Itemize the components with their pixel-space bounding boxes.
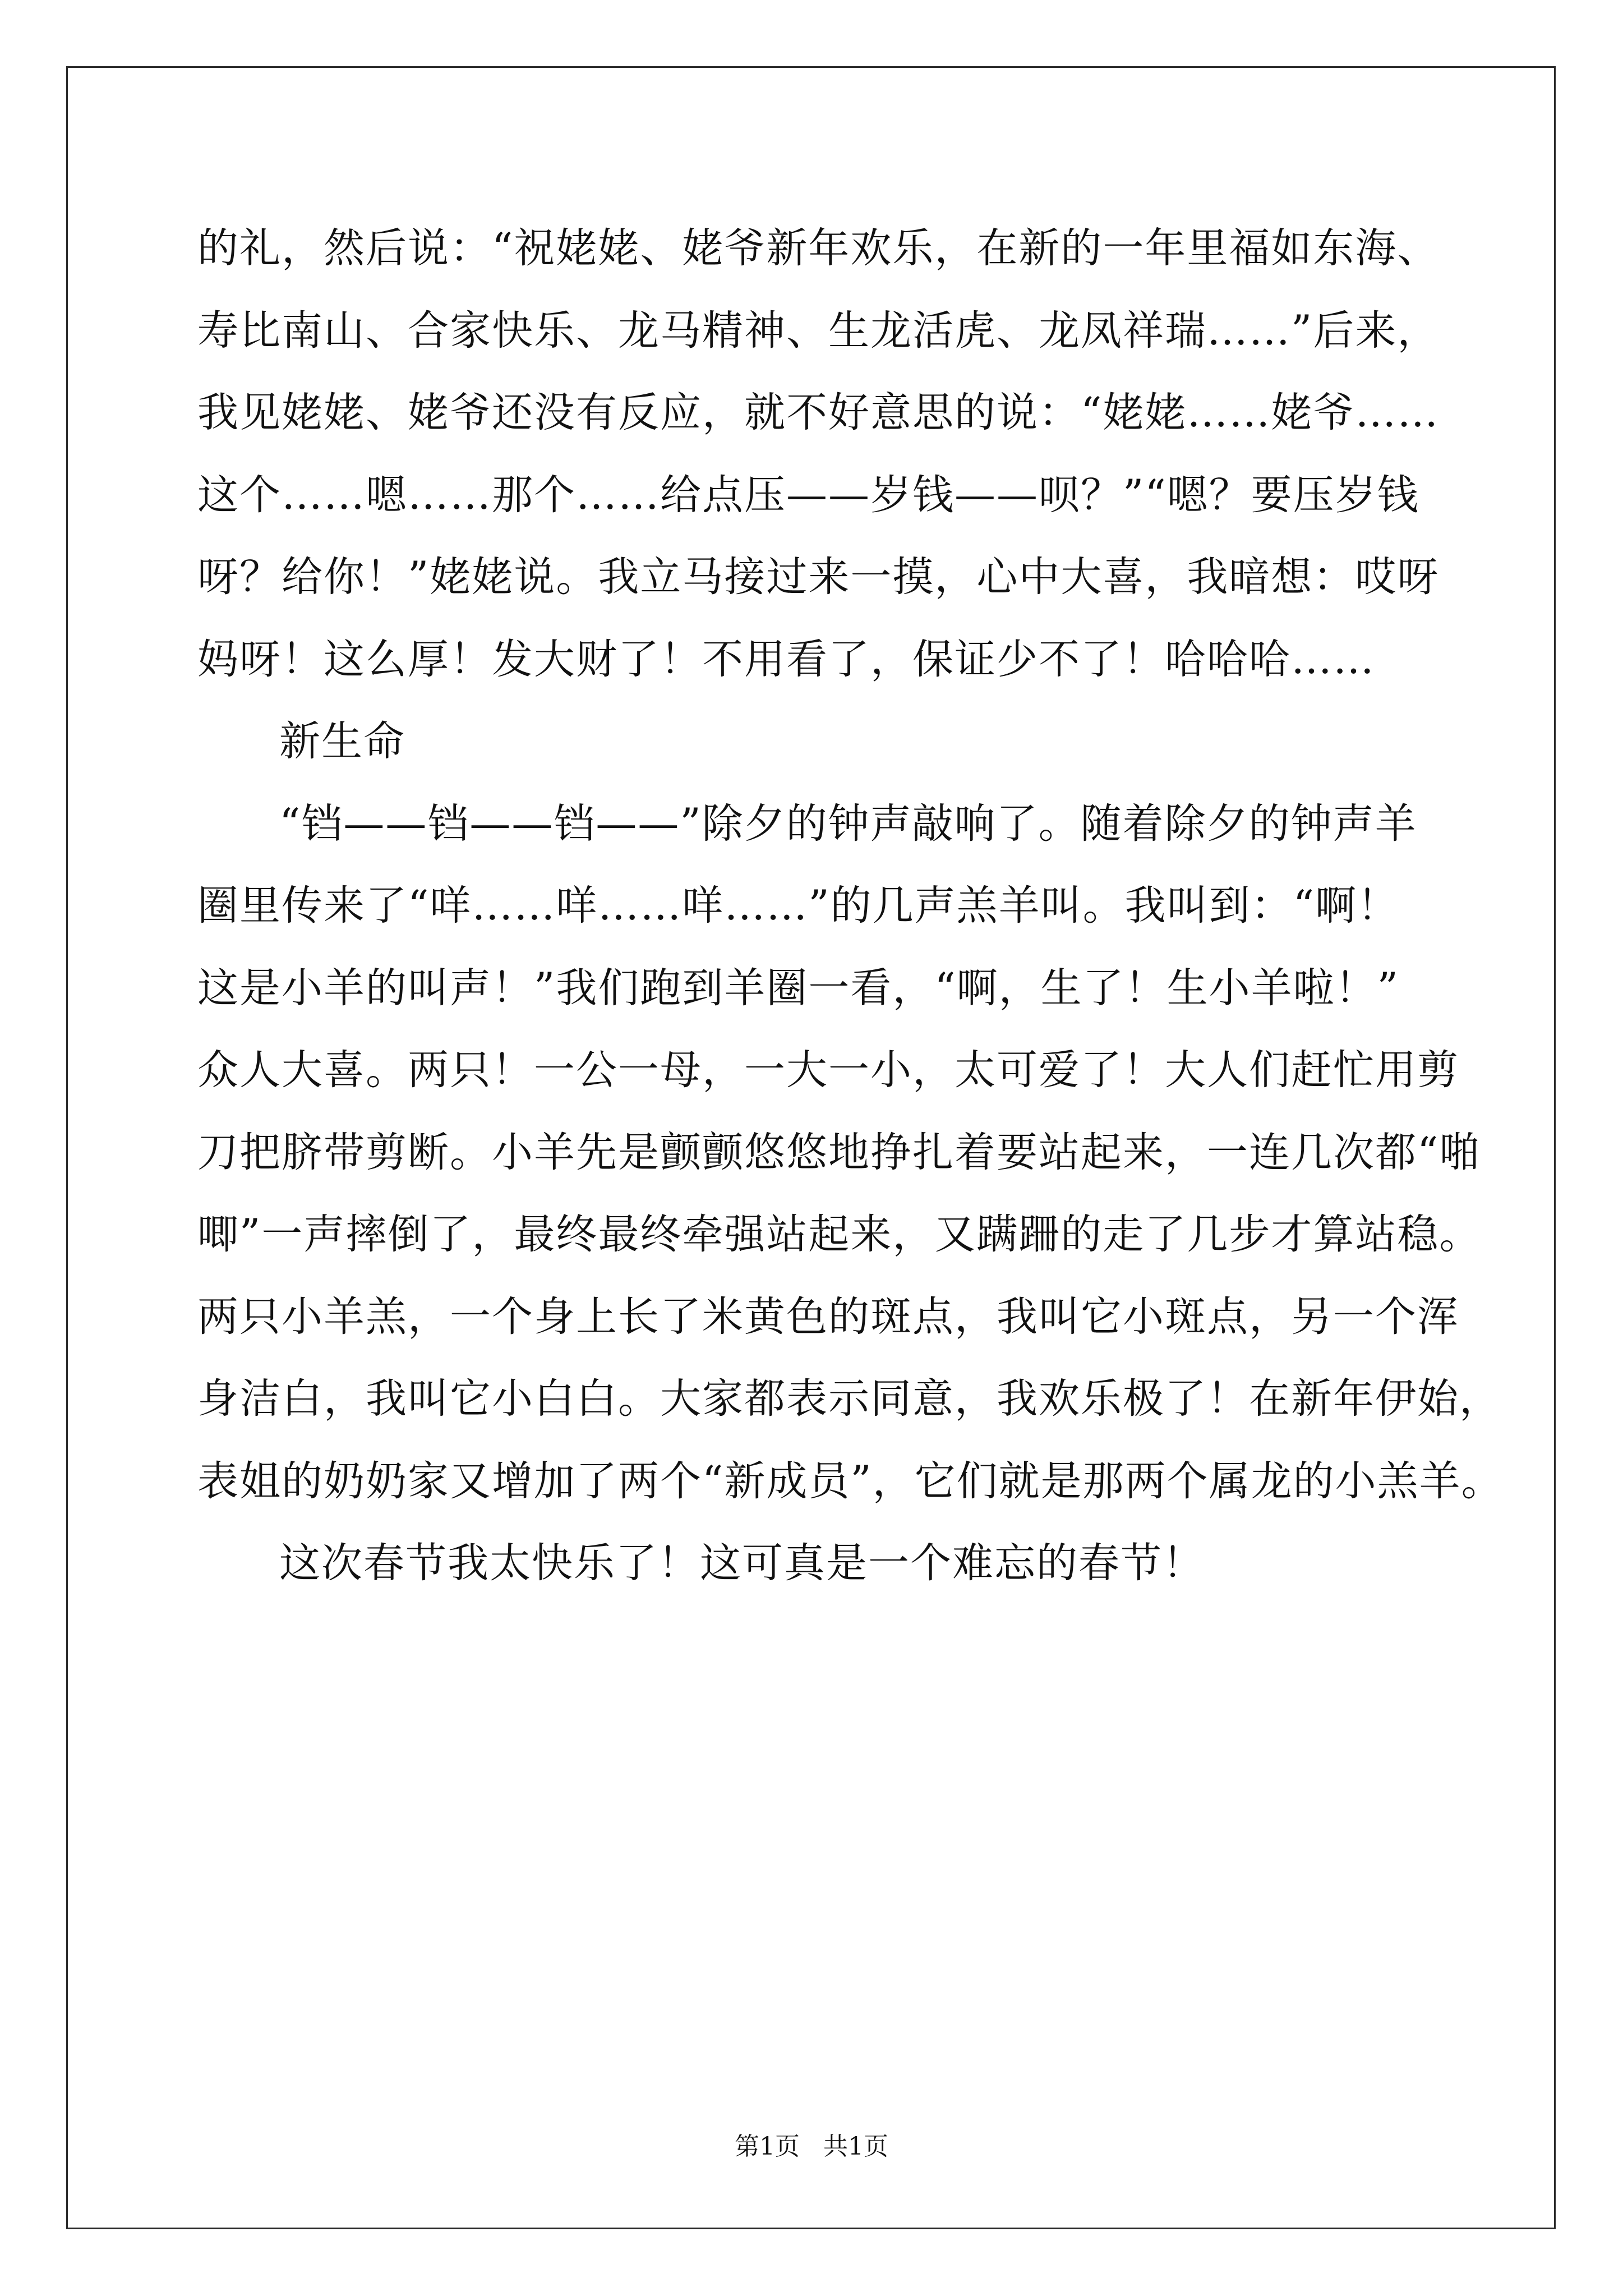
text-line: 众人大喜。两只！一公一母，一大一小，太可爱了！大人们赶忙用剪 xyxy=(197,1046,1459,1094)
text-line: 两只小羊羔，一个身上长了米黄色的斑点，我叫它小斑点，另一个浑 xyxy=(197,1292,1459,1341)
text-line: 妈呀！这么厚！发大财了！不用看了，保证少不了！哈哈哈…… xyxy=(197,635,1375,683)
text-line: “铛——铛——铛——”除夕的钟声敲响了。随着除夕的钟声羊 xyxy=(279,799,1417,848)
text-line: 呀？给你！”姥姥说。我立马接过来一摸，心中大喜，我暗想：哎呀 xyxy=(197,553,1440,601)
text-line: 表姐的奶奶家又增加了两个“新成员”，它们就是那两个属龙的小羔羊。 xyxy=(197,1457,1504,1505)
closing-line: 这次春节我太快乐了！这可真是一个难忘的春节！ xyxy=(279,1539,1205,1587)
text-line: 刀把脐带剪断。小羊先是颤颤悠悠地挣扎着要站起来，一连几次都“啪 xyxy=(197,1128,1482,1176)
text-line: 我见姥姥、姥爷还没有反应，就不好意思的说：“姥姥……姥爷…… xyxy=(197,389,1440,436)
text-line: 寿比南山、合家快乐、龙马精神、生龙活虎、龙凤祥瑞……”后来， xyxy=(197,306,1440,355)
text-line: 身洁白，我叫它小白白。大家都表示同意，我欢乐极了！在新年伊始， xyxy=(197,1375,1501,1423)
page-number: 第1页 xyxy=(735,2132,800,2161)
page-footer xyxy=(0,2126,1623,2162)
text-line: 这个……嗯……那个……给点压——岁钱——呗？”“嗯？要压岁钱 xyxy=(197,471,1419,519)
text-line: 这是小羊的叫声！”我们跑到羊圈一看，“啊，生了！生小羊啦！” xyxy=(197,964,1399,1012)
document-body xyxy=(197,208,1504,1605)
page-total: 共1页 xyxy=(823,2132,888,2161)
text-line: 唧”一声摔倒了，最终最终牵强站起来，又蹒跚的走了几步才算站稳。 xyxy=(197,1211,1482,1258)
text-line: 的礼，然后说：“祝姥姥、姥爷新年欢乐，在新的一年里福如东海、 xyxy=(197,224,1440,272)
text-line: 圈里传来了“咩……咩……咩……”的几声羔羊叫。我叫到：“啊！ xyxy=(197,882,1399,930)
section-title: 新生命 xyxy=(279,717,405,765)
